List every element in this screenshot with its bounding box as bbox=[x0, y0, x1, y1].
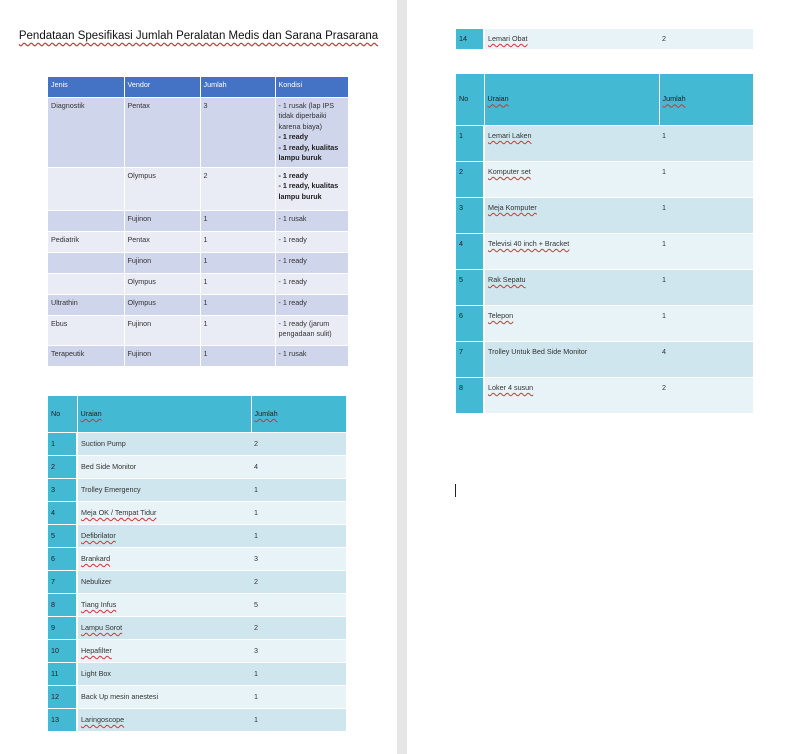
cell-no: 5 bbox=[48, 525, 77, 548]
table-row bbox=[48, 663, 346, 686]
cell-jumlah: 3 bbox=[251, 640, 346, 663]
cell-kondisi: - 1 ready bbox=[275, 231, 348, 252]
table-row bbox=[48, 252, 348, 273]
cell-vendor: Olympus bbox=[124, 167, 200, 210]
cell-uraian: Televisi 40 inch + Bracket bbox=[484, 234, 659, 270]
cell-jumlah: 1 bbox=[251, 502, 346, 525]
table-header-row bbox=[48, 77, 348, 98]
table-row bbox=[48, 709, 346, 732]
table-row bbox=[48, 294, 348, 315]
table-row bbox=[48, 617, 346, 640]
cell-uraian: Defibrilator bbox=[77, 525, 251, 548]
cell-jumlah: 1 bbox=[659, 126, 753, 162]
table-row bbox=[456, 126, 753, 162]
cell-no: 11 bbox=[48, 663, 77, 686]
cell-no: 3 bbox=[456, 198, 484, 234]
cell-jumlah: 1 bbox=[251, 479, 346, 502]
cell-no: 7 bbox=[48, 571, 77, 594]
cell-jumlah: 1 bbox=[659, 162, 753, 198]
table-row bbox=[48, 548, 346, 571]
cell-jumlah: 1 bbox=[200, 273, 275, 294]
cell-uraian: Komputer set bbox=[484, 162, 659, 198]
cell-uraian: Tiang Infus bbox=[77, 594, 251, 617]
header-no: No bbox=[48, 396, 77, 433]
cell-no: 7 bbox=[456, 342, 484, 378]
cell-jumlah: 1 bbox=[200, 231, 275, 252]
cell-uraian: Meja OK / Tempat Tidur bbox=[77, 502, 251, 525]
equipment-table-continued bbox=[456, 29, 753, 49]
cell-jumlah: 1 bbox=[200, 345, 275, 366]
kondisi-line: - 1 ready bbox=[278, 170, 309, 180]
cell-uraian: Laringoscope bbox=[77, 709, 251, 732]
cell-no: 12 bbox=[48, 686, 77, 709]
cell-kondisi: - 1 ready bbox=[275, 273, 348, 294]
cell-no: 9 bbox=[48, 617, 77, 640]
cell-jumlah: 2 bbox=[659, 29, 753, 49]
cell-uraian: Trolley Emergency bbox=[77, 479, 251, 502]
cell-jumlah: 5 bbox=[251, 594, 346, 617]
cell-uraian: Light Box bbox=[77, 663, 251, 686]
table-row bbox=[456, 29, 753, 49]
facility-table bbox=[456, 74, 754, 413]
cell-vendor: Olympus bbox=[124, 273, 200, 294]
cell-kondisi: - 1 rusak bbox=[275, 345, 348, 366]
cell-no: 13 bbox=[48, 709, 77, 732]
cell-uraian: Hepafilter bbox=[77, 640, 251, 663]
table-row bbox=[456, 198, 753, 234]
cell-uraian: Trolley Untuk Bed Side Monitor bbox=[484, 342, 659, 378]
table-row bbox=[48, 433, 346, 456]
cell-no: 2 bbox=[48, 456, 77, 479]
cell-jumlah: 2 bbox=[251, 617, 346, 640]
cell-uraian: Back Up mesin anestesi bbox=[77, 686, 251, 709]
cell-no: 5 bbox=[456, 270, 484, 306]
cell-jenis bbox=[48, 210, 124, 231]
cell-jumlah: 1 bbox=[659, 234, 753, 270]
cell-uraian: Brankard bbox=[77, 548, 251, 571]
cell-jenis bbox=[48, 252, 124, 273]
cell-jumlah: 3 bbox=[251, 548, 346, 571]
table-row bbox=[48, 210, 348, 231]
cell-uraian: Nebulizer bbox=[77, 571, 251, 594]
cell-no: 4 bbox=[456, 234, 484, 270]
cell-no: 8 bbox=[48, 594, 77, 617]
table-row bbox=[456, 342, 753, 378]
kondisi-line: - 1 ready bbox=[278, 132, 309, 142]
table-row bbox=[456, 162, 753, 198]
cell-jenis bbox=[48, 167, 124, 210]
cell-uraian: Meja Komputer bbox=[484, 198, 659, 234]
cell-jumlah: 2 bbox=[251, 571, 346, 594]
table-row bbox=[48, 273, 348, 294]
cell-jenis: Diagnostik bbox=[48, 98, 124, 168]
table-row bbox=[48, 640, 346, 663]
cell-kondisi: - 1 rusak bbox=[275, 210, 348, 231]
cell-uraian: Lemari Laken bbox=[484, 126, 659, 162]
table-row bbox=[48, 686, 346, 709]
header-jenis: Jenis bbox=[48, 77, 124, 98]
cell-no: 4 bbox=[48, 502, 77, 525]
cell-vendor: Pentax bbox=[124, 231, 200, 252]
table-row bbox=[48, 456, 346, 479]
cell-jumlah: 1 bbox=[251, 663, 346, 686]
cell-no: 6 bbox=[456, 306, 484, 342]
header-no: No bbox=[456, 74, 484, 126]
table-header-row bbox=[456, 74, 753, 126]
table-row bbox=[48, 167, 348, 210]
cell-no: 1 bbox=[456, 126, 484, 162]
cell-jumlah: 1 bbox=[659, 306, 753, 342]
cell-jumlah: 3 bbox=[200, 98, 275, 168]
table-row bbox=[456, 270, 753, 306]
header-uraian: Uraian bbox=[77, 396, 251, 433]
cell-vendor: Fujinon bbox=[124, 315, 200, 345]
kondisi-line: - 1 rusak (lap IPS tidak diperbaiki karena biaya) bbox=[278, 101, 335, 131]
document-title: Pendataan Spesifikasi Jumlah Peralatan Medis dan Sarana Prasarana bbox=[18, 30, 379, 42]
cell-uraian: Suction Pump bbox=[77, 433, 251, 456]
cell-uraian: Rak Sepatu bbox=[484, 270, 659, 306]
cell-jumlah: 1 bbox=[200, 315, 275, 345]
cell-jumlah: 1 bbox=[200, 252, 275, 273]
table-row bbox=[48, 502, 346, 525]
table-row bbox=[48, 525, 346, 548]
header-jumlah: Jumlah bbox=[659, 74, 753, 126]
header-jumlah: Jumlah bbox=[200, 77, 275, 98]
cell-uraian: Telepon bbox=[484, 306, 659, 342]
cell-no: 2 bbox=[456, 162, 484, 198]
header-vendor: Vendor bbox=[124, 77, 200, 98]
cell-jumlah: 4 bbox=[251, 456, 346, 479]
table-row bbox=[48, 571, 346, 594]
table-row bbox=[456, 306, 753, 342]
cell-jumlah: 1 bbox=[251, 525, 346, 548]
cell-jumlah: 1 bbox=[659, 270, 753, 306]
cell-uraian: Lemari Obat bbox=[484, 29, 659, 49]
cell-kondisi: - 1 ready bbox=[275, 294, 348, 315]
table-row bbox=[456, 234, 753, 270]
cell-jenis: Pediatrik bbox=[48, 231, 124, 252]
table-row bbox=[48, 345, 348, 366]
header-jumlah: Jumlah bbox=[251, 396, 346, 433]
cell-no: 10 bbox=[48, 640, 77, 663]
text-cursor bbox=[455, 484, 456, 497]
cell-no: 8 bbox=[456, 378, 484, 414]
cell-jumlah: 2 bbox=[251, 433, 346, 456]
cell-jumlah: 1 bbox=[200, 294, 275, 315]
cell-kondisi bbox=[275, 98, 348, 168]
cell-no: 14 bbox=[456, 29, 484, 49]
equipment-table bbox=[48, 396, 347, 731]
cell-no: 6 bbox=[48, 548, 77, 571]
table-row bbox=[48, 315, 348, 345]
cell-jenis bbox=[48, 273, 124, 294]
table-row bbox=[456, 378, 753, 414]
cell-vendor: Fujinon bbox=[124, 210, 200, 231]
cell-jumlah: 1 bbox=[251, 686, 346, 709]
kondisi-line: - 1 ready, kualitas lampu buruk bbox=[278, 181, 339, 201]
cell-uraian: Loker 4 susun bbox=[484, 378, 659, 414]
cell-jumlah: 4 bbox=[659, 342, 753, 378]
cell-kondisi bbox=[275, 167, 348, 210]
cell-jumlah: 2 bbox=[200, 167, 275, 210]
table-row bbox=[48, 479, 346, 502]
cell-uraian: Lampu Sorot bbox=[77, 617, 251, 640]
cell-jumlah: 1 bbox=[659, 198, 753, 234]
cell-jumlah: 1 bbox=[251, 709, 346, 732]
cell-vendor: Fujinon bbox=[124, 252, 200, 273]
cell-jumlah: 2 bbox=[659, 378, 753, 414]
kondisi-line: - 1 ready, kualitas lampu buruk bbox=[278, 142, 339, 163]
cell-vendor: Pentax bbox=[124, 98, 200, 168]
cell-kondisi: - 1 ready (jarum pengadaan sulit) bbox=[275, 315, 348, 345]
cell-vendor: Olympus bbox=[124, 294, 200, 315]
cell-no: 1 bbox=[48, 433, 77, 456]
cell-kondisi: - 1 ready bbox=[275, 252, 348, 273]
cell-jumlah: 1 bbox=[200, 210, 275, 231]
cell-jenis: Terapeutik bbox=[48, 345, 124, 366]
endoscope-table bbox=[48, 77, 349, 366]
cell-uraian: Bed Side Monitor bbox=[77, 456, 251, 479]
table-row bbox=[48, 231, 348, 252]
header-kondisi: Kondisi bbox=[275, 77, 348, 98]
table-row bbox=[48, 98, 348, 168]
table-header-row bbox=[48, 396, 346, 433]
cell-no: 3 bbox=[48, 479, 77, 502]
cell-vendor: Fujinon bbox=[124, 345, 200, 366]
table-row bbox=[48, 594, 346, 617]
cell-jenis: Ebus bbox=[48, 315, 124, 345]
cell-jenis: Ultrathin bbox=[48, 294, 124, 315]
header-uraian: Uraian bbox=[484, 74, 659, 126]
